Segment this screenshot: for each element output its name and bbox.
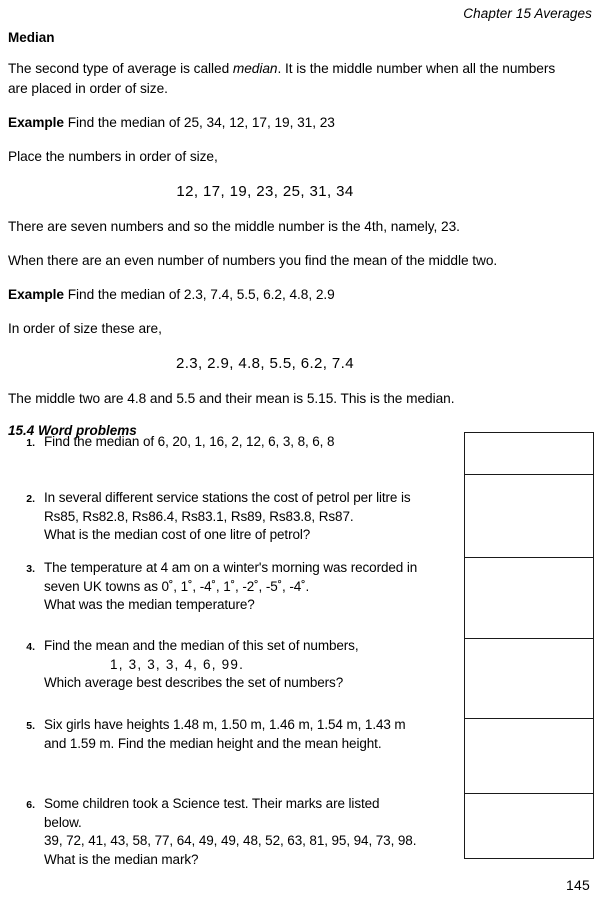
- question-line: seven UK towns as 0˚, 1˚, -4˚, 1˚, -2˚, -5˚, -4˚.: [44, 578, 310, 594]
- page-number: 145: [566, 877, 590, 893]
- question-text: [44, 716, 450, 753]
- question-number: 6.: [26, 799, 35, 811]
- question-line: What is the median cost of one litre of petrol?: [44, 527, 311, 542]
- question-line: Six girls have heights 1.48 m, 1.50 m, 1.46 m, 1.54 m, 1.43 m: [44, 717, 406, 732]
- intro-text-line2: are placed in order of size.: [8, 81, 168, 96]
- question-line: 1, 3, 3, 3, 4, 6, 99.: [110, 656, 245, 672]
- answer-box-1[interactable]: [465, 433, 593, 474]
- question-line: In several different service stations the cost of petrol per litre is: [44, 490, 411, 505]
- section-heading: Median: [8, 30, 55, 45]
- intro-emphasis: median: [232, 61, 278, 76]
- question-line: 39, 72, 41, 43, 58, 77, 64, 49, 49, 48, 52, 63, 81, 95, 94, 73, 98.: [44, 833, 417, 848]
- running-head: Chapter 15 Averages: [463, 6, 592, 21]
- question-line: The temperature at 4 am on a winter's morning was recorded in: [44, 560, 418, 575]
- explanation-two: When there are an even number of numbers you find the mean of the middle two.: [8, 253, 498, 268]
- question-item: [18, 795, 450, 869]
- question-number: 1.: [26, 437, 35, 449]
- text-column: [8, 30, 592, 454]
- example-one: [8, 113, 592, 133]
- question-item: [18, 433, 450, 452]
- question-number: 4.: [26, 641, 35, 653]
- question-line: Rs85, Rs82.8, Rs86.4, Rs83.1, Rs89, Rs83.8, Rs87.: [44, 508, 354, 524]
- answer-boxes-group: [464, 432, 594, 859]
- answer-box-3[interactable]: [465, 557, 593, 638]
- answer-box-4[interactable]: [465, 638, 593, 718]
- question-item: [18, 559, 450, 615]
- subsection-heading: 15.4 Word problems: [8, 423, 137, 438]
- example-label-2: Example: [8, 287, 64, 302]
- answer-box-2[interactable]: [465, 474, 593, 557]
- question-text: [44, 637, 450, 693]
- answer-box-5[interactable]: [465, 718, 593, 793]
- example-text-2: Find the median of 2.3, 7.4, 5.5, 6.2, 4.8, 2.9: [63, 287, 335, 302]
- intro-text-before: The second type of average is called: [8, 61, 233, 76]
- example-two: [8, 285, 592, 305]
- question-number: 2.: [26, 493, 35, 505]
- example-label-1: Example: [8, 115, 64, 130]
- ordered-numbers-1: 12, 17, 19, 23, 25, 31, 34: [176, 183, 354, 200]
- question-text: [44, 433, 450, 452]
- question-text: [44, 559, 450, 615]
- instruction-one: Place the numbers in order of size,: [8, 149, 218, 164]
- question-line: below.: [44, 814, 82, 830]
- question-text: [44, 489, 450, 545]
- question-number: 3.: [26, 563, 35, 575]
- intro-text-after: . It is the middle number when all the numbers: [277, 61, 556, 76]
- answer-box-6[interactable]: [465, 793, 593, 858]
- intro-paragraph: [8, 59, 592, 99]
- question-item: [18, 489, 450, 545]
- question-line: Find the median of 6, 20, 1, 16, 2, 12, 6, 3, 8, 6, 8: [44, 434, 335, 449]
- example-text-1: Find the median of 25, 34, 12, 17, 19, 31, 23: [63, 115, 335, 130]
- question-line: Which average best describes the set of numbers?: [44, 675, 344, 690]
- question-line: Some children took a Science test. Their marks are listed: [44, 796, 380, 811]
- question-line: What was the median temperature?: [44, 597, 255, 612]
- question-item: [18, 637, 450, 693]
- question-line: and 1.59 m. Find the median height and the mean height.: [44, 735, 382, 751]
- explanation-three: The middle two are 4.8 and 5.5 and their mean is 5.15. This is the median.: [8, 391, 455, 406]
- question-line: What is the median mark?: [44, 851, 199, 867]
- question-item: [18, 716, 450, 753]
- question-number: 5.: [26, 720, 35, 732]
- question-text: [44, 795, 450, 869]
- instruction-two: In order of size these are,: [8, 321, 162, 336]
- question-line: Find the mean and the median of this set of numbers,: [44, 638, 359, 653]
- ordered-numbers-2: 2.3, 2.9, 4.8, 5.5, 6.2, 7.4: [176, 355, 354, 372]
- explanation-one: There are seven numbers and so the middle number is the 4th, namely, 23.: [8, 219, 460, 234]
